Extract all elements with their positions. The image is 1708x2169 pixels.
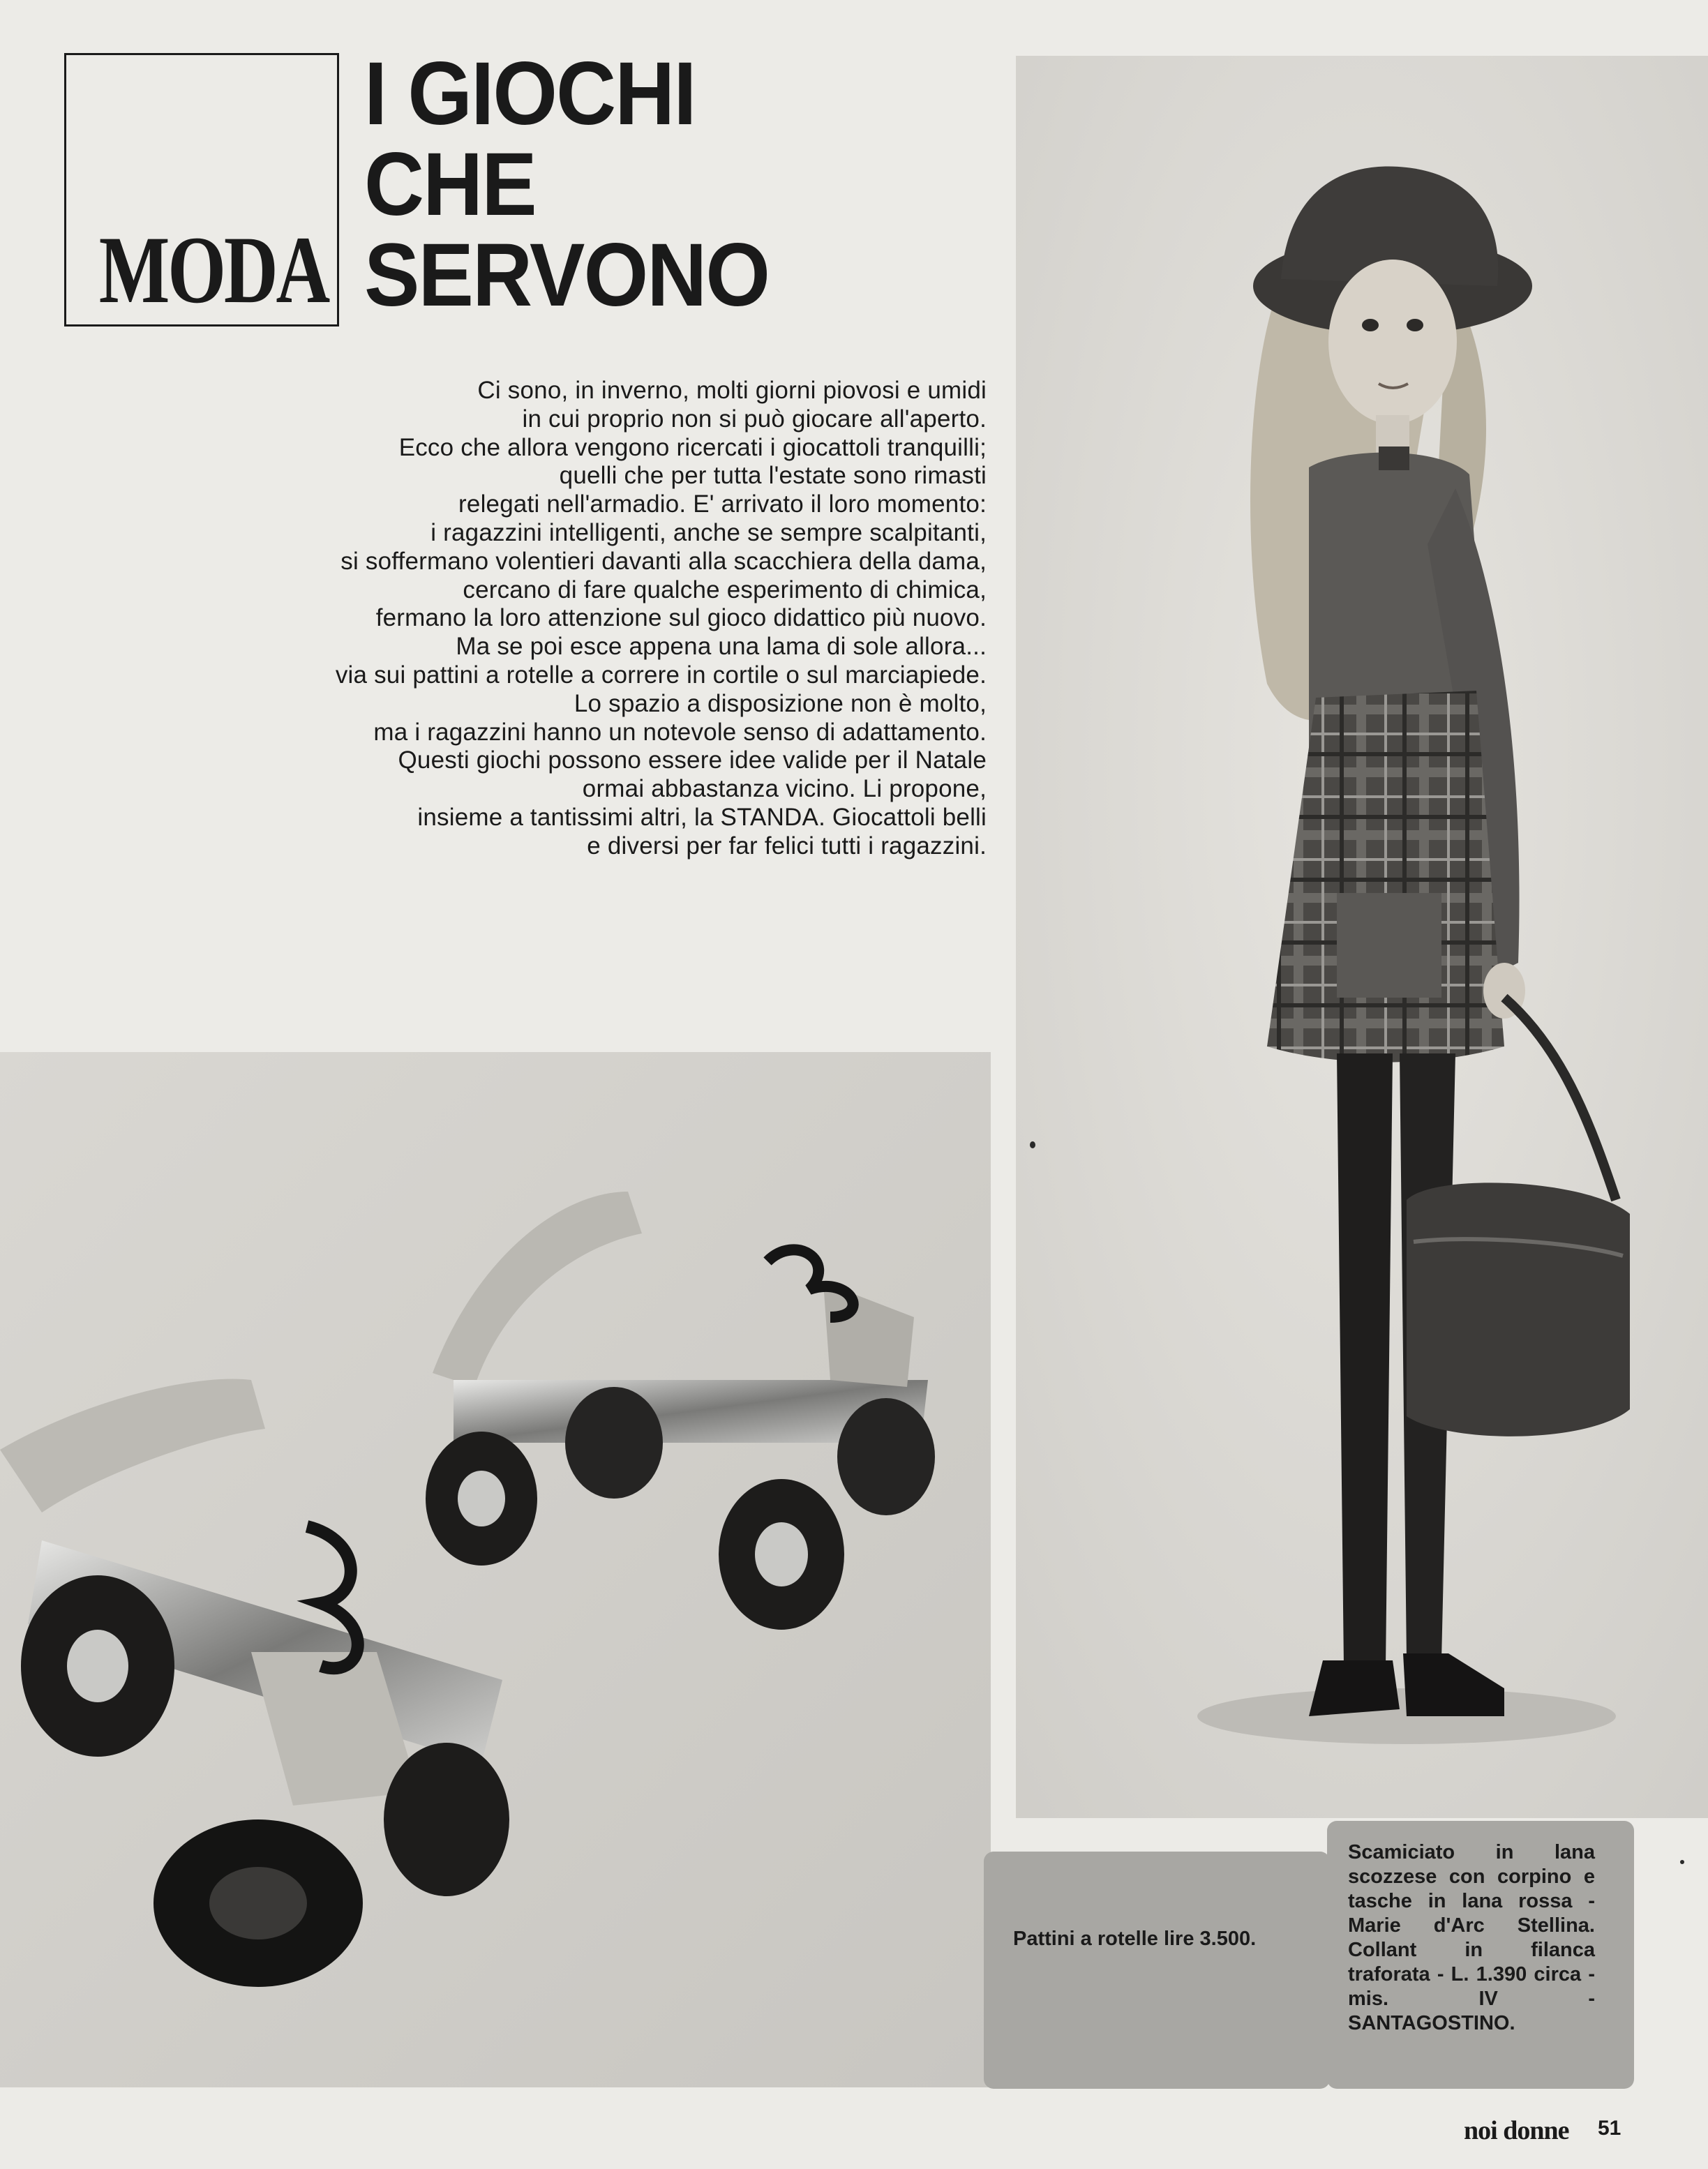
intro-line: i ragazzini intelligenti, anche se sempre scalpitanti, — [430, 518, 987, 546]
caption-box-skates — [984, 1852, 1330, 2089]
headline-line: CHE — [364, 135, 536, 234]
intro-line: insieme a tantissimi altri, la STANDA. Giocattoli belli — [417, 803, 987, 831]
intro-line: ormai abbastanza vicino. Li propone, — [582, 775, 987, 803]
intro-line: relegati nell'armadio. E' arrivato il loro momento: — [458, 490, 987, 518]
page-title — [364, 44, 770, 325]
photo-girl-plaid-dress — [1016, 56, 1708, 1818]
caption-dress: Scamiciato in lana scozzese con corpino e tasche in lana rossa - Marie d'Arc Stellina. Collant in filanca traforata - L. 1.390 circa - mis. IV - SANTAGOSTINO. — [1348, 1841, 1595, 2034]
headline-line: I GIOCHI — [364, 44, 696, 144]
intro-line: via sui pattini a rotelle a correre in cortile o sul marciapiede. — [335, 661, 987, 689]
intro-line: si soffermano volentieri davanti alla scacchiera della dama, — [340, 547, 987, 575]
intro-line: Ecco che allora vengono ricercati i giocattoli tranquilli; — [398, 433, 987, 461]
intro-line: Ci sono, in inverno, molti giorni piovosi e umidi — [477, 377, 987, 404]
intro-line: Ma se poi esce appena una lama di sole allora... — [456, 633, 987, 661]
intro-line: Questi giochi possono essere idee valide per il Natale — [398, 746, 987, 774]
scan-speck — [1030, 1141, 1035, 1148]
intro-line: cercano di fare qualche esperimento di chimica, — [463, 576, 987, 603]
intro-line: Lo spazio a disposizione non è molto, — [574, 689, 987, 717]
intro-line: in cui proprio non si può giocare all'aperto. — [522, 405, 987, 433]
scan-speck — [1680, 1860, 1684, 1864]
intro-line: e diversi per far felici tutti i ragazzini. — [587, 832, 987, 860]
photo-roller-skates — [0, 1052, 991, 2087]
intro-line: fermano la loro attenzione sul gioco didattico più nuovo. — [375, 604, 987, 632]
intro-paragraph — [126, 377, 987, 861]
magazine-logo: noi donne — [1464, 2116, 1569, 2145]
intro-line: quelli che per tutta l'estate sono rimasti — [559, 462, 987, 490]
intro-line: ma i ragazzini hanno un notevole senso di adattamento. — [373, 718, 987, 746]
caption-skates: Pattini a rotelle lire 3.500. — [1013, 1928, 1257, 1950]
caption-divider — [1016, 1818, 1708, 1819]
page-number: 51 — [1598, 2117, 1621, 2140]
section-label: MODA — [98, 216, 329, 323]
headline-line: SERVONO — [364, 225, 770, 325]
